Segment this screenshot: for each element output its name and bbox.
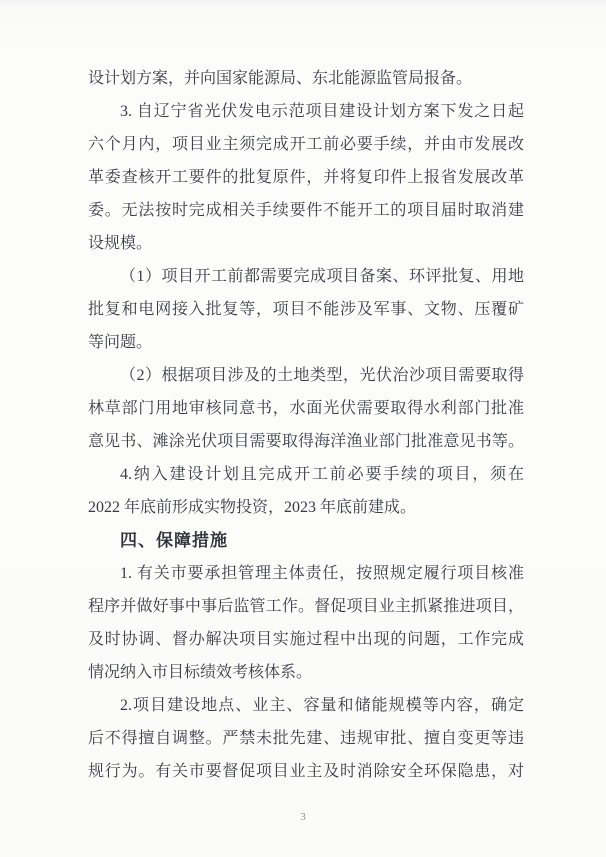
text-line: 意见书、滩涂光伏项目需要取得海洋渔业部门批准意见书等。 xyxy=(88,433,524,450)
text-line: 3. 自辽宁省光伏发电示范项目建设计划方案下发之日起 xyxy=(120,103,524,120)
text-line: 六个月内，项目业主须完成开工前必要手续，并由市发展改 xyxy=(88,136,524,153)
text-line: 后不得擅自调整。严禁未批先建、违规审批、擅自变更等违 xyxy=(88,730,524,747)
text-line: 1. 有关市要承担管理主体责任，按照规定履行项目核准 xyxy=(120,565,524,582)
text-line: 规行为。有关市要督促项目业主及时消除安全环保隐患，对 xyxy=(88,763,524,780)
text-line: 2.项目建设地点、业主、容量和储能规模等内容，确定 xyxy=(120,697,524,714)
document-body xyxy=(88,62,524,788)
text-line: 革委查核开工要件的批复原件，并将复印件上报省发展改革 xyxy=(88,169,524,186)
text-line: 林草部门用地审核同意书，水面光伏需要取得水利部门批准 xyxy=(88,400,524,417)
text-line: （2）根据项目涉及的土地类型，光伏治沙项目需要取得 xyxy=(120,367,524,384)
text-line: 2022 年底前形成实物投资，2023 年底前建成。 xyxy=(88,499,417,516)
text-line: 四、保障措施 xyxy=(120,531,228,550)
page-number: 3 xyxy=(300,811,306,823)
text-line: 等问题。 xyxy=(88,334,153,351)
text-line: （1）项目开工前都需要完成项目备案、环评批复、用地 xyxy=(120,268,524,285)
text-line: 及时协调、督办解决项目实施过程中出现的问题，工作完成 xyxy=(88,631,524,648)
text-line: 批复和电网接入批复等，项目不能涉及军事、文物、压覆矿 xyxy=(88,301,524,318)
text-line: 设规模。 xyxy=(88,235,153,252)
text-line: 程序并做好事中事后监管工作。督促项目业主抓紧推进项目， xyxy=(88,598,524,615)
text-line: 设计划方案，并向国家能源局、东北能源监管局报备。 xyxy=(88,70,473,87)
text-line: 委。无法按时完成相关手续要件不能开工的项目届时取消建 xyxy=(88,202,524,219)
text-line: 4.纳入建设计划且完成开工前必要手续的项目，须在 xyxy=(120,466,524,483)
text-line: 情况纳入市目标绩效考核体系。 xyxy=(88,664,313,681)
